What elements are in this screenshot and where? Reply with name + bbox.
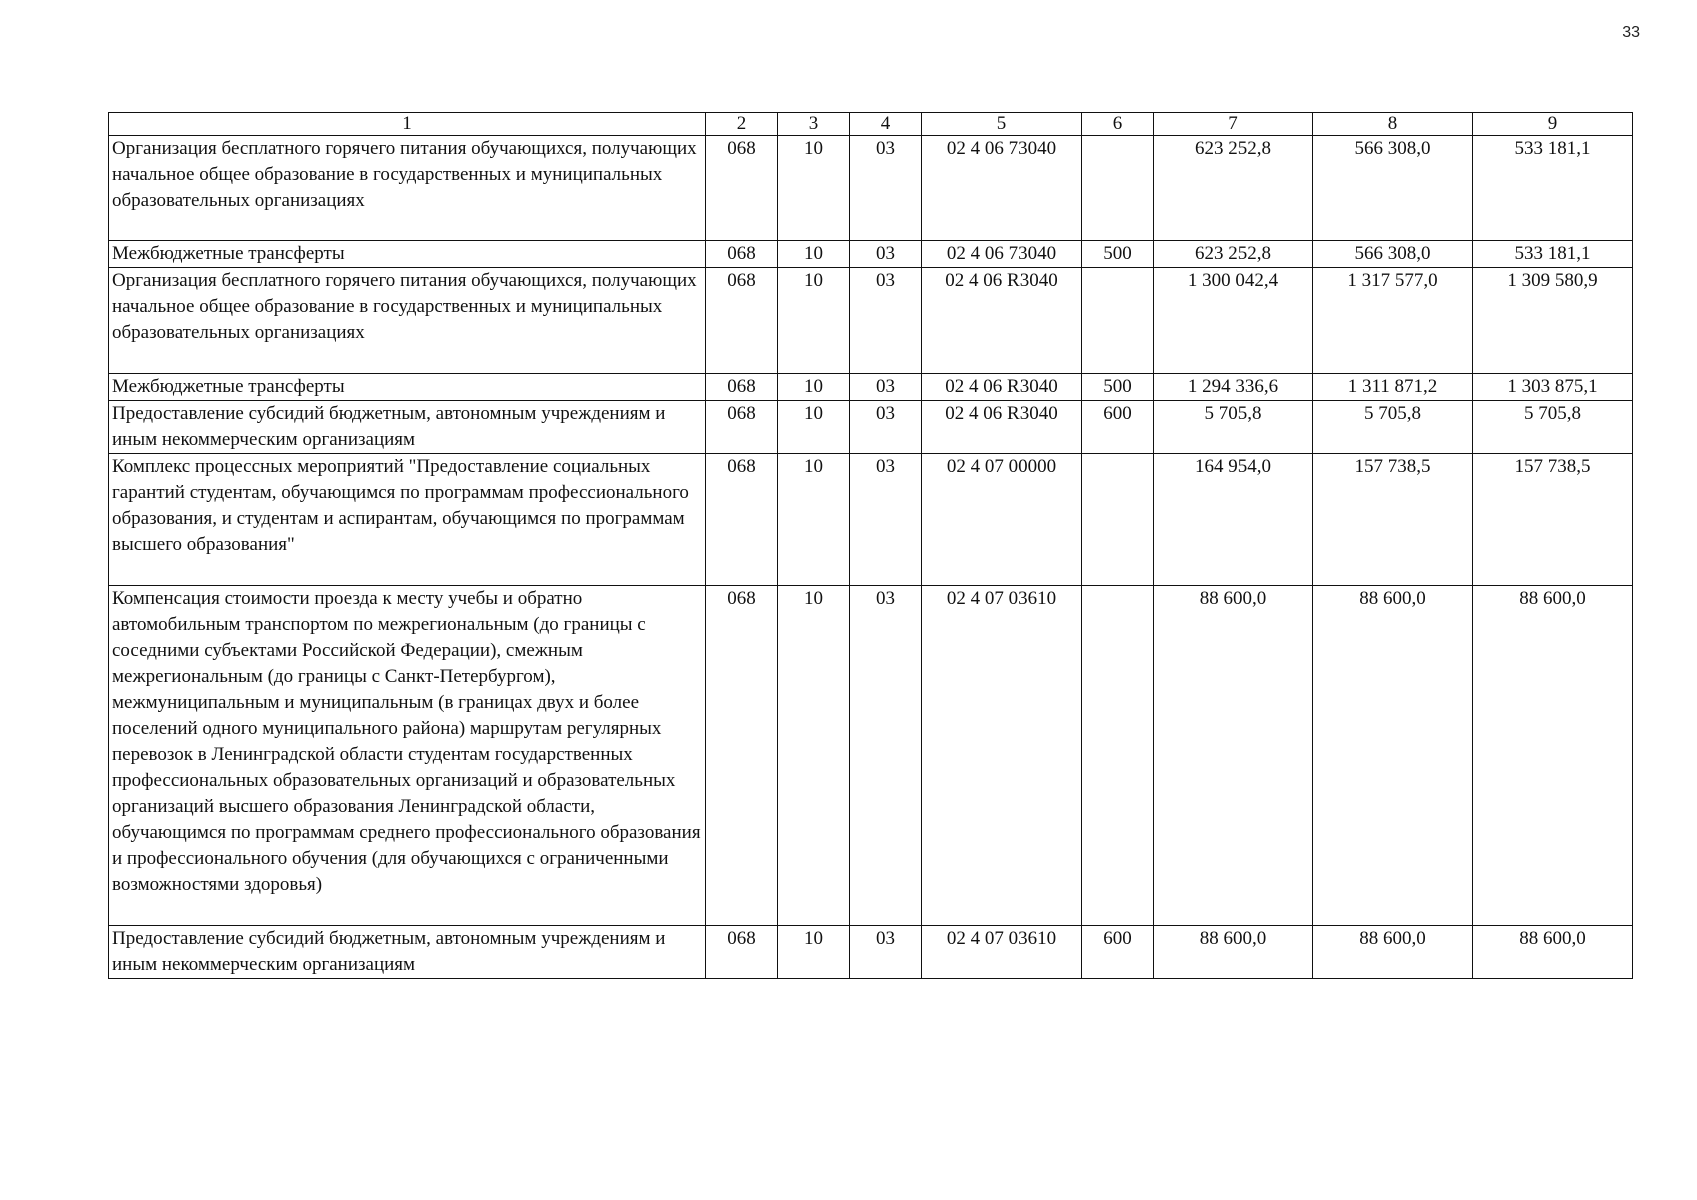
cell-c3: 10 [778,268,850,374]
row-name: Комплекс процессных мероприятий "Предоставление социальных гарантий студентам, обучающимся по программам профессионального образования, и студентам и аспирантам, обучающимся по программам высшего образования" [109,454,706,586]
cell-c7: 623 252,8 [1154,241,1313,268]
cell-c7: 88 600,0 [1154,926,1313,979]
budget-table [108,112,1633,979]
cell-c2: 068 [706,241,778,268]
table-row [109,926,1633,979]
table-row [109,401,1633,454]
cell-c4: 03 [850,241,922,268]
cell-c8: 157 738,5 [1313,454,1473,586]
cell-c7: 164 954,0 [1154,454,1313,586]
cell-c9: 88 600,0 [1473,586,1633,926]
table-row [109,241,1633,268]
cell-c8: 1 311 871,2 [1313,374,1473,401]
cell-c2: 068 [706,401,778,454]
header-cell: 1 [109,113,706,136]
cell-c9: 533 181,1 [1473,136,1633,241]
cell-c3: 10 [778,136,850,241]
cell-c6: 500 [1082,374,1154,401]
cell-c2: 068 [706,926,778,979]
cell-c4: 03 [850,586,922,926]
table-row [109,374,1633,401]
cell-c6 [1082,586,1154,926]
cell-c4: 03 [850,401,922,454]
cell-c7: 1 294 336,6 [1154,374,1313,401]
table-row [109,586,1633,926]
cell-c8: 1 317 577,0 [1313,268,1473,374]
cell-c4: 03 [850,926,922,979]
cell-c3: 10 [778,374,850,401]
cell-c6: 500 [1082,241,1154,268]
row-name: Организация бесплатного горячего питания обучающихся, получающих начальное общее образование в государственных и муниципальных образовательных организациях [109,268,706,374]
cell-c9: 157 738,5 [1473,454,1633,586]
header-cell: 4 [850,113,922,136]
header-cell: 6 [1082,113,1154,136]
page-number: 33 [1622,24,1640,41]
header-cell: 8 [1313,113,1473,136]
cell-c3: 10 [778,926,850,979]
header-cell: 7 [1154,113,1313,136]
row-name: Межбюджетные трансферты [109,241,706,268]
header-cell: 5 [922,113,1082,136]
table-row [109,136,1633,241]
cell-c5: 02 4 06 73040 [922,241,1082,268]
cell-c9: 88 600,0 [1473,926,1633,979]
cell-c7: 5 705,8 [1154,401,1313,454]
row-name: Межбюджетные трансферты [109,374,706,401]
cell-c8: 88 600,0 [1313,586,1473,926]
cell-c6 [1082,136,1154,241]
cell-c2: 068 [706,268,778,374]
cell-c3: 10 [778,401,850,454]
cell-c5: 02 4 06 R3040 [922,374,1082,401]
cell-c6 [1082,454,1154,586]
cell-c3: 10 [778,454,850,586]
cell-c2: 068 [706,374,778,401]
row-name: Предоставление субсидий бюджетным, автономным учреждениям и иным некоммерческим организациям [109,926,706,979]
cell-c9: 533 181,1 [1473,241,1633,268]
cell-c4: 03 [850,374,922,401]
cell-c3: 10 [778,586,850,926]
cell-c5: 02 4 06 73040 [922,136,1082,241]
cell-c6 [1082,268,1154,374]
cell-c5: 02 4 06 R3040 [922,401,1082,454]
cell-c4: 03 [850,454,922,586]
header-cell: 9 [1473,113,1633,136]
table-row [109,268,1633,374]
cell-c8: 566 308,0 [1313,136,1473,241]
cell-c7: 623 252,8 [1154,136,1313,241]
cell-c5: 02 4 06 R3040 [922,268,1082,374]
header-row [109,113,1633,136]
cell-c5: 02 4 07 03610 [922,586,1082,926]
table-row [109,454,1633,586]
cell-c2: 068 [706,454,778,586]
cell-c4: 03 [850,136,922,241]
cell-c8: 88 600,0 [1313,926,1473,979]
cell-c6: 600 [1082,926,1154,979]
row-name: Предоставление субсидий бюджетным, автономным учреждениям и иным некоммерческим организациям [109,401,706,454]
header-cell: 3 [778,113,850,136]
cell-c2: 068 [706,586,778,926]
cell-c2: 068 [706,136,778,241]
row-name: Организация бесплатного горячего питания обучающихся, получающих начальное общее образование в государственных и муниципальных образовательных организациях [109,136,706,241]
cell-c8: 566 308,0 [1313,241,1473,268]
cell-c7: 1 300 042,4 [1154,268,1313,374]
cell-c6: 600 [1082,401,1154,454]
cell-c5: 02 4 07 03610 [922,926,1082,979]
cell-c9: 5 705,8 [1473,401,1633,454]
row-name: Компенсация стоимости проезда к месту учебы и обратно автомобильным транспортом по межрегиональным (до границы с соседними субъектами Российской Федерации), смежным межрегиональным (до границы с Санкт-Петербургом), межмуниципальным и муниципальным (в границах двух и более поселений одного муниципального района) маршрутам регулярных перевозок в Ленинградской области студентам государственных профессиональных образовательных организаций и образовательных организаций высшего образования Ленинградской области, обучающимся по программам среднего профессионального образования и профессионального обучения (для обучающихся с ограниченными возможностями здоровья) [109,586,706,926]
cell-c4: 03 [850,268,922,374]
cell-c9: 1 303 875,1 [1473,374,1633,401]
cell-c8: 5 705,8 [1313,401,1473,454]
cell-c5: 02 4 07 00000 [922,454,1082,586]
cell-c9: 1 309 580,9 [1473,268,1633,374]
cell-c3: 10 [778,241,850,268]
cell-c7: 88 600,0 [1154,586,1313,926]
header-cell: 2 [706,113,778,136]
